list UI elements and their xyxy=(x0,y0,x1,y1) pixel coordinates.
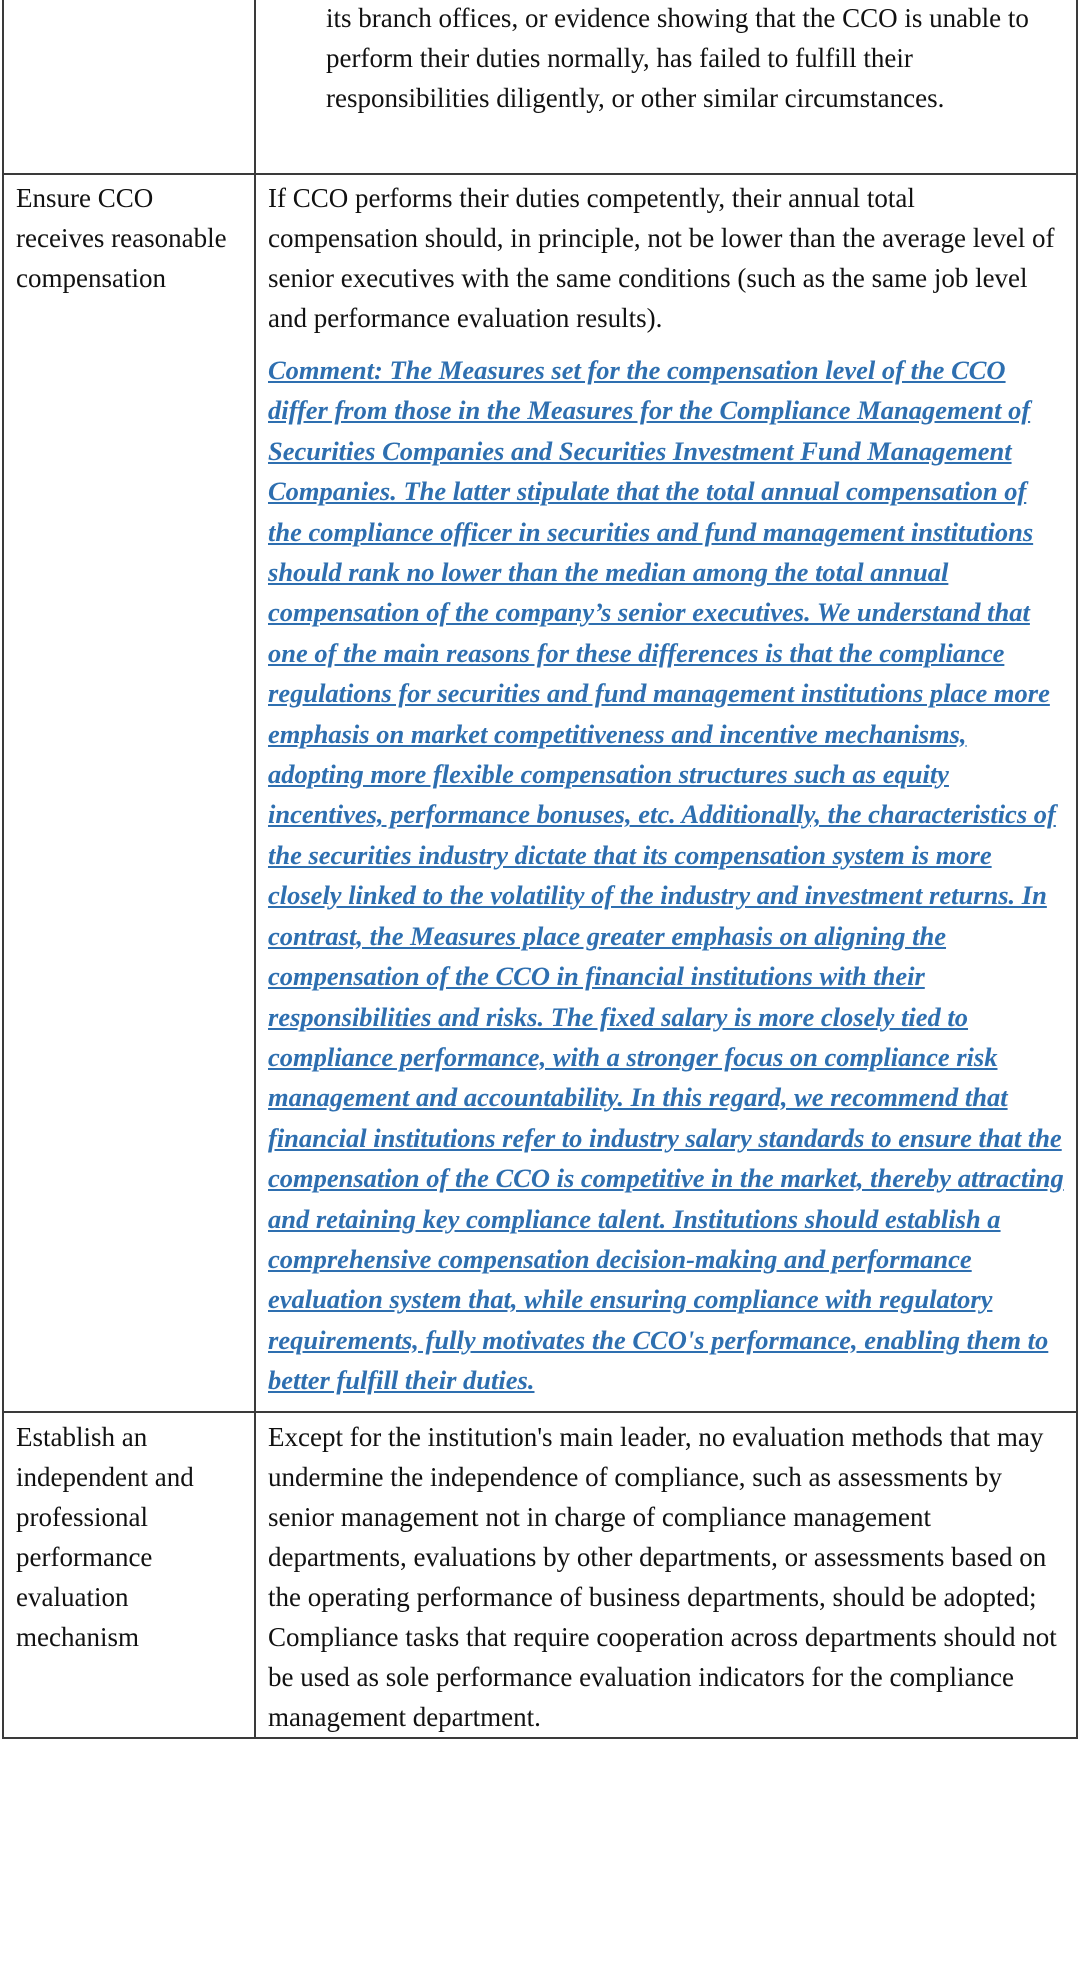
row-content-text: its branch offices, or evidence showing that the CCO is unable to perform their duties normally, has failed to fulfill their responsibilities diligently, or other similar circumstances. xyxy=(326,3,1029,113)
row-content-text: Except for the institution's main leader, no evaluation methods that may undermine the independence of compliance, such as assessments by senior management not in charge of compliance management departments, evaluations by other departments, or assessments based on the operating performance of business departments, should be adopted; Compliance tasks that require cooperation across departments should not be used as sole performance evaluation indicators for the compliance management department. xyxy=(268,1421,1057,1732)
row-content-text: If CCO performs their duties competently, their annual total compensation should, in principle, not be lower than the average level of senior executives with the same conditions (such as the same job level and performance evaluation results). xyxy=(268,183,1055,333)
row-content xyxy=(255,174,1077,1412)
row-label-text: Ensure CCO receives reasonable compensation xyxy=(16,183,227,293)
row-label-text: Establish an independent and professional performance evaluation mechanism xyxy=(16,1421,194,1652)
comment-annotation: Comment: The Measures set for the compensation level of the CCO differ from those in the Measures for the Compliance Management of Securities Companies and Securities Investment Fund Management Companies. The latter stipulate that the total annual compensation of the compliance officer in securities and fund management institutions should rank no lower than the median among the total annual compensation of the company’s senior executives. We understand that one of the main reasons for these differences is that the compliance regulations for securities and fund management institutions place more emphasis on market competitiveness and incentive mechanisms, adopting more flexible compensation structures such as equity incentives, performance bonuses, etc. Additionally, the characteristics of the securities industry dictate that its compensation system is more closely linked to the volatility of the industry and investment returns. In contrast, the Measures place greater emphasis on aligning the compensation of the CCO in financial institutions with their responsibilities and risks. The fixed salary is more closely tied to compliance performance, with a stronger focus on compliance risk management and accountability. In this regard, we recommend that financial institutions refer to industry salary standards to ensure that the compensation of the CCO is competitive in the market, thereby attracting and retaining key compliance talent. Institutions should establish a comprehensive compensation decision-making and performance evaluation system that, while ensuring compliance with regulatory requirements, fully motivates the CCO's performance, enabling them to better fulfill their duties. xyxy=(268,355,1064,1396)
table-row xyxy=(3,174,1077,1412)
requirements-table xyxy=(2,0,1078,1739)
row-label xyxy=(3,0,255,174)
table-row xyxy=(3,0,1077,174)
row-content xyxy=(255,1412,1077,1738)
row-label xyxy=(3,174,255,1412)
table-row xyxy=(3,1412,1077,1738)
row-content xyxy=(255,0,1077,174)
row-label xyxy=(3,1412,255,1738)
